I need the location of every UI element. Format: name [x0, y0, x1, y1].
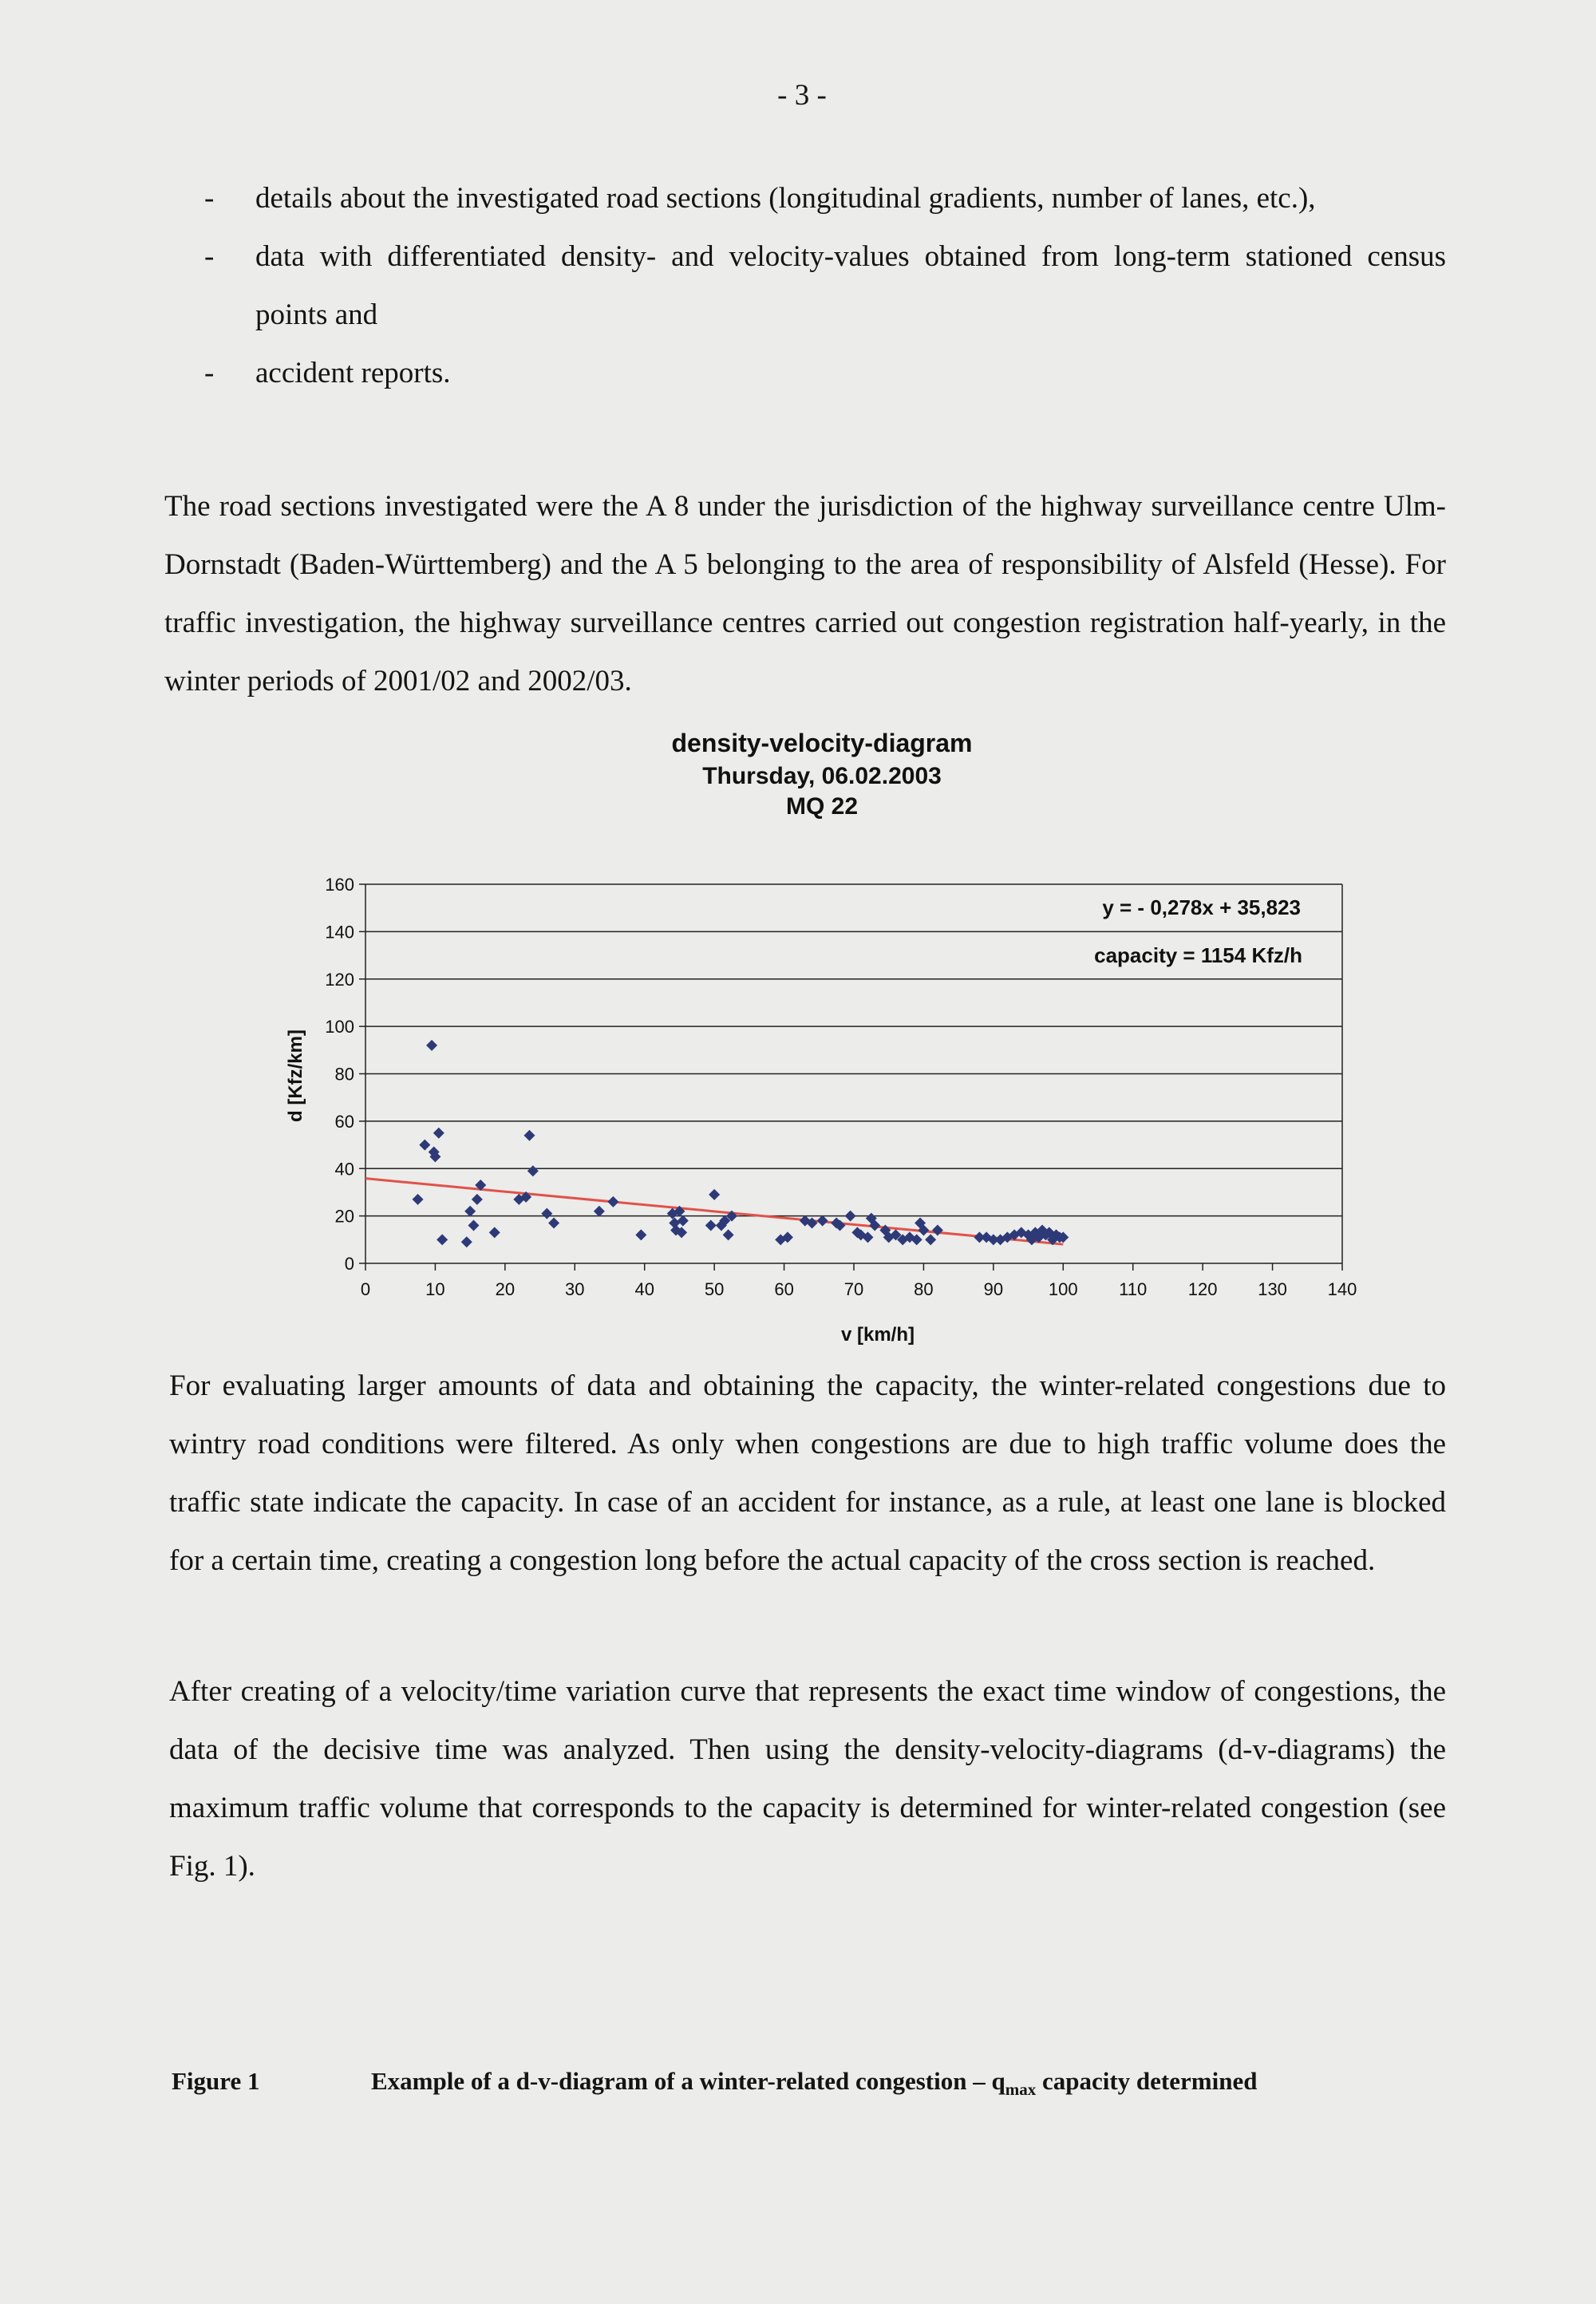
data-point	[932, 1224, 943, 1235]
data-point	[437, 1234, 448, 1245]
data-point	[594, 1206, 605, 1217]
data-point	[548, 1218, 559, 1229]
page-number: - 3 -	[777, 79, 827, 112]
data-point	[705, 1220, 717, 1231]
x-tick-label: 20	[495, 1279, 516, 1299]
capacity-annotation: capacity = 1154 Kfz/h	[1094, 943, 1302, 967]
data-point	[541, 1208, 552, 1219]
y-tick-label: 80	[334, 1064, 354, 1085]
bullet-dash: -	[204, 357, 215, 389]
y-tick-label: 0	[344, 1254, 354, 1274]
caption-subscript: max	[1005, 2080, 1037, 2100]
data-point	[464, 1206, 476, 1217]
x-tick-label: 0	[360, 1279, 371, 1299]
y-axis-label: d [Kfz/km]	[285, 1029, 306, 1122]
data-point	[845, 1211, 856, 1222]
chart-subtitle: Thursday, 06.02.2003	[702, 763, 942, 789]
data-point	[461, 1236, 472, 1247]
data-point	[489, 1227, 500, 1238]
list-item	[164, 169, 1446, 227]
data-point	[413, 1194, 424, 1205]
x-tick-label: 30	[565, 1279, 585, 1299]
data-point	[468, 1220, 480, 1231]
bullet-dash: -	[204, 240, 215, 273]
x-tick-label: 70	[843, 1279, 864, 1299]
bullet-text: data with differentiated density- and velocity-values obtained from long-term stationed census points and	[255, 240, 1446, 331]
axis-layer	[325, 875, 1357, 1299]
trendline-equation: y = - 0,278x + 35,823	[1102, 895, 1301, 919]
chart-svg	[271, 718, 1373, 1357]
density-velocity-chart	[271, 718, 1373, 1357]
data-point	[426, 1040, 437, 1051]
list-item	[164, 227, 1446, 344]
data-point	[925, 1234, 936, 1245]
data-point	[523, 1130, 535, 1141]
x-tick-label: 40	[634, 1279, 654, 1299]
chart-title: density-velocity-diagram	[671, 729, 973, 757]
data-point	[472, 1194, 483, 1205]
data-point	[678, 1215, 689, 1227]
y-tick-label: 60	[334, 1111, 354, 1132]
caption-text: Example of a d-v-diagram of a winter-related congestion – q	[371, 2067, 1005, 2095]
x-tick-label: 50	[704, 1279, 725, 1299]
data-point	[433, 1128, 444, 1139]
data-point	[635, 1229, 646, 1240]
y-tick-label: 20	[334, 1206, 354, 1227]
figure-caption	[172, 2067, 1448, 2100]
figure-label: Figure 1	[172, 2067, 260, 2095]
x-axis-label: v [km/h]	[840, 1324, 915, 1346]
x-tick-label: 100	[1048, 1279, 1078, 1299]
data-point	[527, 1165, 539, 1176]
bullet-list	[164, 169, 1446, 402]
x-tick-label: 90	[983, 1279, 1004, 1299]
data-point	[607, 1196, 618, 1207]
bullet-dash: -	[204, 182, 215, 215]
x-tick-label: 120	[1187, 1279, 1218, 1299]
list-item	[164, 344, 1446, 402]
body-paragraph: For evaluating larger amounts of data and obtaining the capacity, the winter-related congestions due to wintry road conditions were filtered. As only when congestions are due to high traffic volume does the traffic state indicate the capacity. In case of an accident for instance, as a rule, at least one lane is blocked for a certain time, creating a congestion long before the actual capacity of the cross section is reached.	[169, 1369, 1446, 1577]
grid-layer	[365, 884, 1342, 1216]
y-tick-label: 100	[325, 1017, 354, 1037]
x-tick-label: 60	[774, 1279, 794, 1299]
chart-subtitle-2: MQ 22	[785, 793, 859, 820]
y-tick-label: 40	[334, 1159, 354, 1180]
data-point	[723, 1229, 734, 1240]
y-tick-label: 160	[325, 875, 354, 895]
data-point	[709, 1189, 720, 1200]
x-tick-label: 10	[425, 1279, 445, 1299]
caption-text-end: capacity determined	[1036, 2067, 1258, 2095]
bullet-text: accident reports.	[255, 357, 451, 389]
x-tick-label: 140	[1327, 1279, 1357, 1299]
x-tick-label: 130	[1258, 1279, 1287, 1299]
x-tick-label: 80	[914, 1279, 934, 1299]
y-tick-label: 120	[325, 969, 354, 990]
bullet-text: details about the investigated road sections (longitudinal gradients, number of lanes, etc.),	[255, 182, 1316, 215]
data-point	[419, 1140, 430, 1151]
data-point	[817, 1215, 828, 1227]
x-tick-label: 110	[1119, 1279, 1148, 1299]
y-tick-label: 140	[325, 922, 354, 943]
body-paragraph: After creating of a velocity/time variation curve that represents the exact time window of congestions, the data of the decisive time was analyzed. Then using the density-velocity-diagrams (d-v-diagrams) the maximum traffic volume that corresponds to the capacity is determined for winter-related congestion (see Fig. 1).	[169, 1675, 1446, 1883]
body-paragraph: The road sections investigated were the A 8 under the jurisdiction of the highway surveillance centre Ulm-Dornstadt (Baden-Württemberg) and the A 5 belonging to the area of responsibility of Alsfeld (Hesse). For traffic investigation, the highway surveillance centres carried out congestion registration half-yearly, in the winter periods of 2001/02 and 2002/03.	[164, 490, 1446, 698]
